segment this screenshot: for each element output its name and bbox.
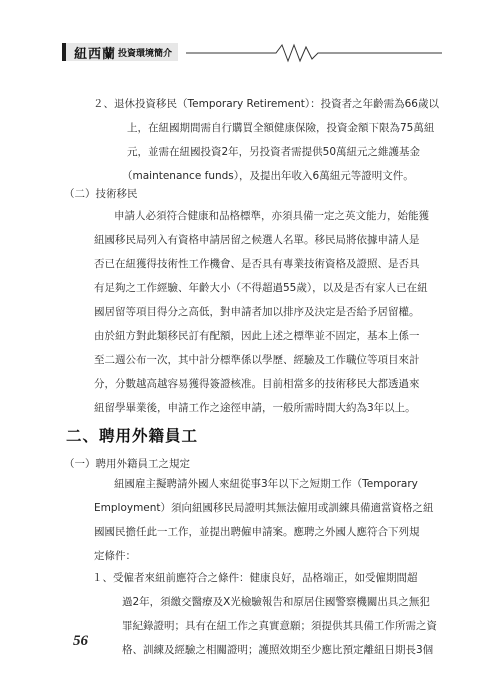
- skilled-para-line-4: 有足夠之工作經驗、年齡大小（不得超過55歲），以及是否有家人已在紐: [94, 282, 428, 294]
- skilled-para-line-1: 申請人必須符合健康和品格標準，亦須具備一定之英文能力，始能獲: [114, 210, 429, 222]
- hire-para-line-4: 定條件：: [94, 550, 136, 562]
- header-title-main: 紐西蘭: [74, 46, 117, 62]
- skilled-para-line-7: 至二週公布一次，其中計分標準係以學歷、經驗及工作職位等項目來計: [94, 354, 420, 366]
- running-header: [62, 41, 442, 65]
- condition-item-line-3: 罪紀錄證明；具有在紐工作之真實意願；須提供其具備工作所需之資: [122, 620, 437, 632]
- skilled-migrant-heading: （二）技術移民: [64, 188, 138, 200]
- page-number: 56: [73, 633, 88, 649]
- skilled-para-line-8: 分，分數越高越容易獲得簽證核准。目前相當多的技術移民大都透過來: [94, 378, 420, 390]
- heartbeat-line-icon: [186, 41, 442, 65]
- condition-item-line-2: 過2年，須繳交醫療及X光檢驗報告和原居住國警察機關出具之無犯: [122, 596, 430, 608]
- condition-item-line-1: １、受僱者來紐前應符合之條件：健康良好，品格端正，如受僱期間超: [92, 572, 418, 584]
- skilled-para-line-5: 國居留等項目得分之高低，對申請者加以排序及決定是否給予居留權。: [94, 306, 420, 318]
- hire-para-line-3: 國國民擔任此一工作，並提出聘僱申請案。應聘之外國人應符合下列規: [94, 526, 420, 538]
- skilled-para-line-2: 紐國移民局列入有資格申請居留之候選人名單。移民局將依據申請人是: [94, 234, 420, 246]
- skilled-para-line-9: 紐留學畢業後，申請工作之途徑申請，一般所需時間大約為3年以上。: [94, 402, 416, 414]
- header-title-tab: [62, 43, 178, 61]
- hire-para-line-1: 紐國雇主擬聘請外國人來紐從事3年以下之短期工作（Temporary: [114, 478, 418, 490]
- skilled-para-line-3: 否已在紐獲得技術性工作機會、是否具有專業技術資格及證照、是否具: [94, 258, 420, 270]
- hire-para-line-2: Employment）須向紐國移民局證明其無法僱用或訓練具備適當資格之紐: [94, 502, 434, 514]
- retirement-item-line-4: （maintenance funds），及提出年收入6萬紐元等證明文件。: [122, 170, 414, 182]
- section-title: 二、聘用外籍員工: [66, 426, 199, 445]
- condition-item-line-4: 格、訓練及經驗之相關證明；護照效期至少應比預定離紐日期長3個: [122, 644, 434, 656]
- skilled-para-line-6: 由於紐方對此類移民訂有配額，因此上述之標準並不固定，基本上係一: [94, 330, 420, 342]
- retirement-item-line-3: 元，並需在紐國投資2年，另投資者需提供50萬紐元之維護基金: [127, 146, 421, 158]
- retirement-item-line-1: ２、退休投資移民（Temporary Retirement）：投資者之年齡需為66歲以: [93, 98, 439, 110]
- hire-heading: （一）聘用外籍員工之規定: [64, 458, 190, 470]
- retirement-item-line-2: 上，在紐國期間需自行購買全額健康保險，投資金額下限為75萬紐: [127, 122, 435, 134]
- header-title-sub: 投資環境簡介: [118, 48, 173, 59]
